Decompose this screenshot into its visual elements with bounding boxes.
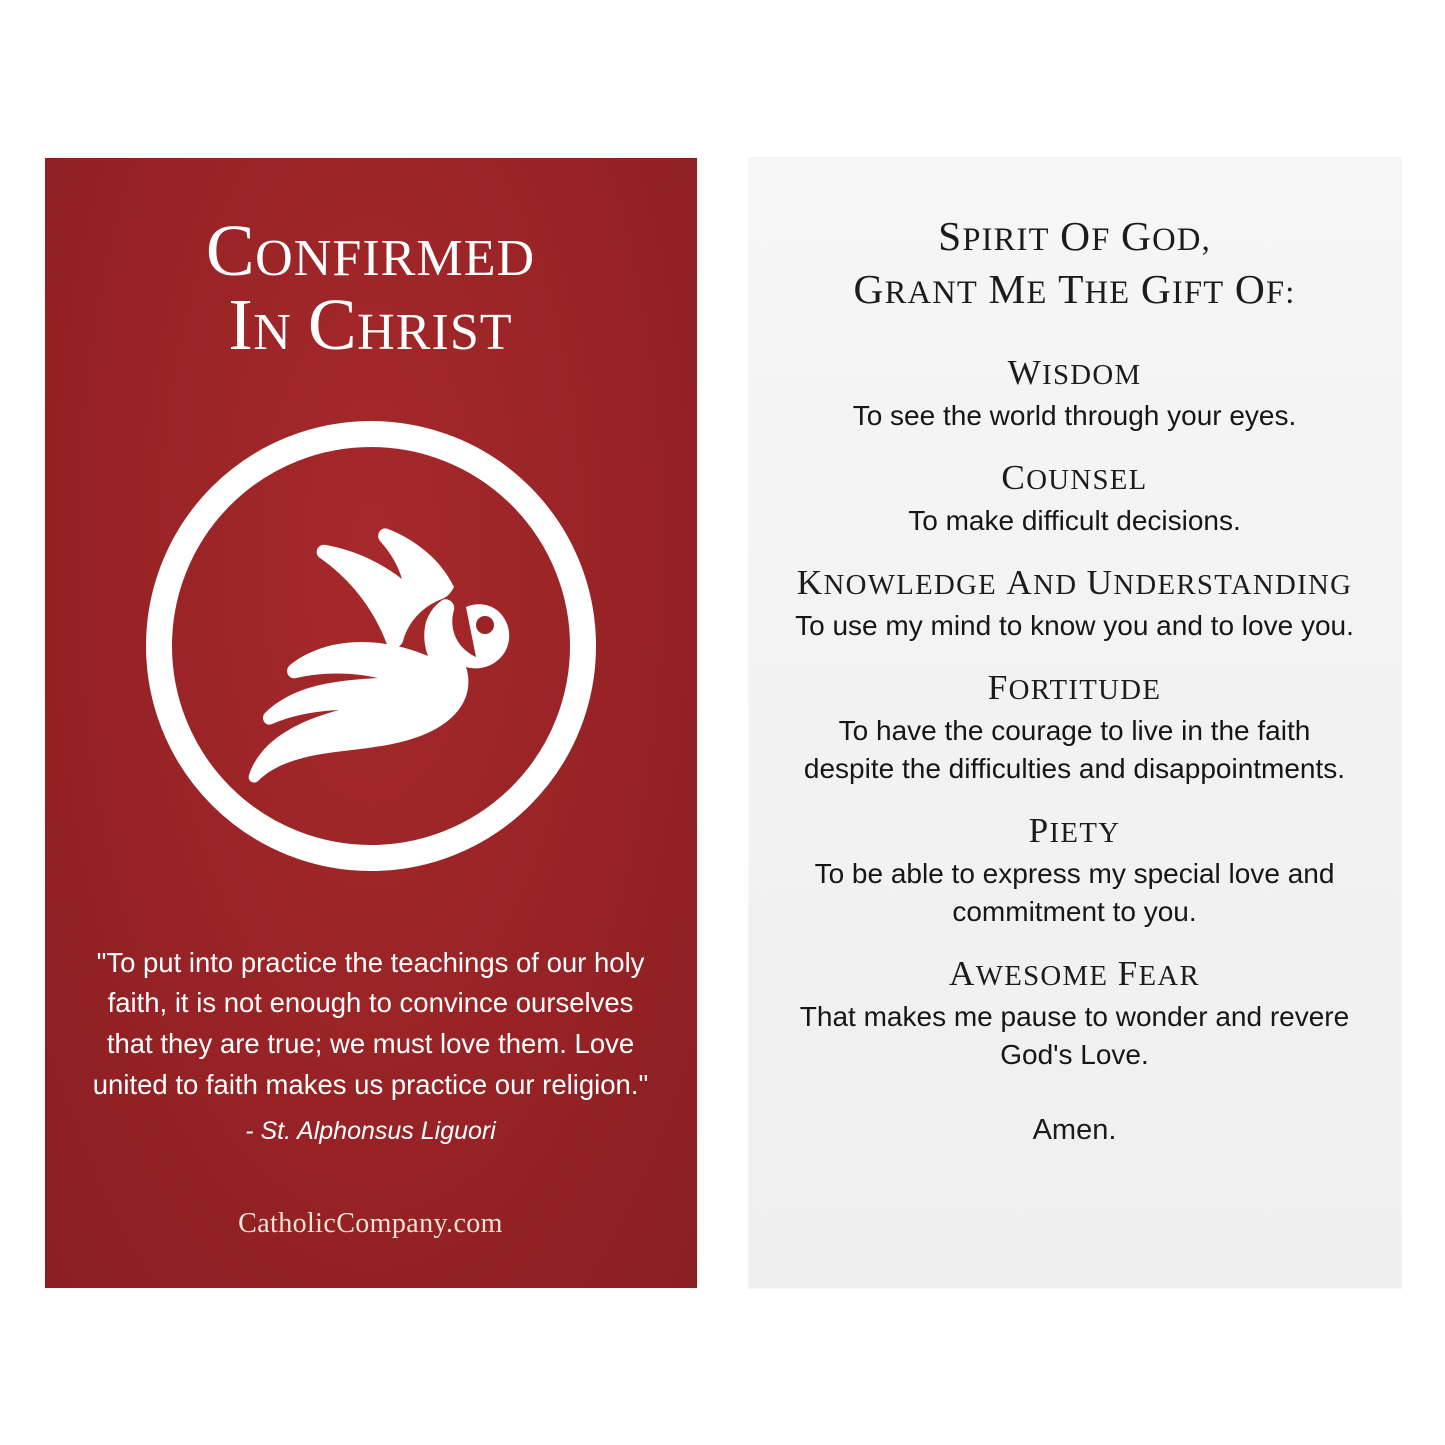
gift-name: WISDOM [1007,352,1142,392]
back-heading [853,210,1295,316]
back-heading-line-2: GRANT ME THE GIFT OF: [853,265,1296,312]
front-quote-text: "To put into practice the teachings of our holy faith, it is not enough to convince ourselves that they are true; we must love them. Love united to faith makes us practice our religion." [92,946,649,1100]
gift-item [793,810,1357,931]
gift-description: That makes me pause to wonder and revere God's Love. [799,1000,1350,1070]
gift-item [793,953,1357,1074]
front-title [205,209,536,366]
front-website-label: CatholicCompany.com [238,1207,503,1239]
gift-description: To see the world through your eyes. [852,399,1297,431]
gift-name: KNOWLEDGE AND UNDERSTANDING [796,562,1353,602]
gift-description: To be able to express my special love and commitment to you. [814,857,1335,927]
front-quote-attribution: - St. Alphonsus Liguori [245,1117,496,1146]
gift-item [793,667,1357,788]
front-title-line-2: IN CHRIST [228,284,513,366]
gift-description: To use my mind to know you and to love you. [795,609,1354,641]
front-title-line-1: CONFIRMED [205,209,536,291]
gift-name: AWESOME FEAR [949,953,1200,993]
back-heading-line-1: SPIRIT OF GOD, [938,212,1211,259]
gift-name: COUNSEL [1001,457,1148,497]
gift-description: To make difficult decisions. [908,504,1241,536]
gift-item [793,457,1357,540]
gift-name: PIETY [1028,810,1121,850]
gift-description: To have the courage to live in the faith despite the difficulties and disappointments. [803,714,1346,784]
gift-item [793,352,1357,435]
gift-item [793,562,1357,645]
prayer-card-front [45,158,697,1288]
prayer-card-back [749,158,1401,1288]
gift-name: FORTITUDE [987,667,1162,707]
closing-amen: Amen. [1032,1113,1117,1146]
dove-in-circle-icon [136,411,606,881]
